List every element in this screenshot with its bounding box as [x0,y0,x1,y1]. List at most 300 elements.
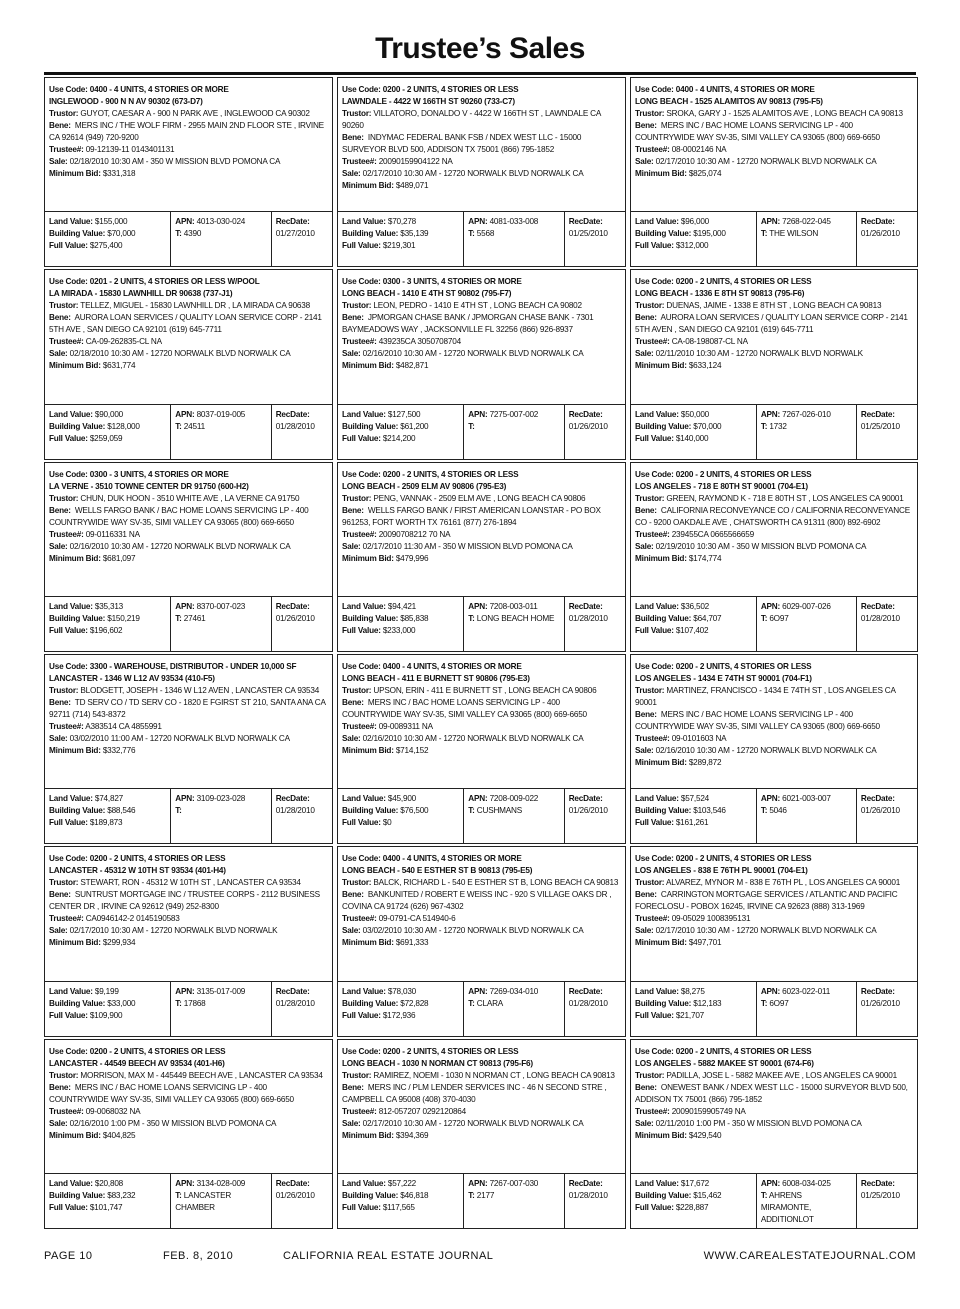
bene-label: Bene: [49,505,71,515]
recdate-label: RecDate: [275,986,310,996]
use-code: Use Code: 0200 - 2 UNITS, 4 STORIES OR LESS [342,469,519,479]
sale-line [635,745,913,757]
trustee-line [342,529,621,541]
land-label: Land Value: [49,986,93,996]
sale-label: Sale: [49,733,68,743]
land-label: Land Value: [49,1178,93,1188]
recdate-label: RecDate: [860,794,895,804]
trustee-label: Trustee#: [635,529,670,539]
apn-label: APN: [468,409,488,419]
building-value: $64,707 [693,613,722,623]
min-bid-value: $174,774 [688,553,722,563]
apn-value: 7208-009-022 [489,794,539,804]
sale-label: Sale: [635,349,654,359]
recdate-value: 01/28/2010 [275,421,315,431]
recdate-label: RecDate: [568,601,603,611]
land-label: Land Value: [635,409,679,419]
property-address: LONG BEACH - 1336 E 8TH ST 90813 (795-F6) [635,289,805,299]
trustor-label: Trustor: [49,878,79,888]
trustee-value: 09-12139-11 0143401131 [85,145,175,154]
apn-label: APN: [175,986,195,996]
recdate-column [565,789,625,843]
property-address: LA MIRADA - 15830 LAWNHILL DR 90638 (737-J1) [49,289,233,299]
t-value: 24511 [183,421,205,431]
min-bid-value: $289,872 [688,757,722,767]
trustor-label: Trustor: [342,685,372,695]
values-column [338,982,464,1036]
values-column [631,789,757,843]
trustor-value: LEON, PEDRO - 1410 E 4TH ST , LONG BEACH CA 90802 [373,301,582,311]
apn-label: APN: [175,1178,195,1188]
bene-value: MERS INC / BAC HOME LOANS SERVICING LP - 400 COUNTRYWIDE WAY SV-35, SIMI VALLEY CA 93065 (800) 669-6650 [342,697,587,719]
full-label: Full Value: [49,1010,88,1020]
trustor-label: Trustor: [342,109,372,118]
min-bid-label: Minimum Bid: [49,553,101,563]
bene-value: JPMORGAN CHASE BANK / JPMORGAN CHASE BANK - 7301 BAYMEADOWS WAY , JACKSONVILLE FL 32256 (866) 926-8937 [342,313,594,335]
listing-card [44,269,333,459]
trustee-label: Trustee#: [49,529,84,539]
trustee-value: 09-0089311 NA [378,721,433,731]
listing-details [635,1046,913,1142]
listing-values [338,981,625,1036]
t-label: T: [468,613,475,623]
sale-line [49,348,328,360]
building-label: Building Value: [49,229,106,239]
apn-value: 4081-033-008 [489,217,539,227]
listing-details [635,853,913,949]
recdate-column [272,405,332,459]
trustee-line [49,721,328,733]
values-column [631,597,757,651]
apn-value: 7275-007-002 [489,409,539,419]
trustee-line [342,1106,621,1118]
sale-value: 03/02/2010 11:00 AM - 12720 NORWALK BLVD NORWALK CA [69,733,290,743]
t-label: T: [760,998,768,1008]
trustee-label: Trustee#: [342,914,377,924]
listing-details [49,84,328,180]
trustor-label: Trustor: [49,493,79,503]
building-label: Building Value: [49,806,106,816]
trustor-value: STEWART, RON - 45312 W 10TH ST , LANCASTER CA 93534 [80,878,301,888]
trustor-value: GREEN, RAYMOND K - 718 E 80TH ST , LOS ANGELES CA 90001 [666,493,904,503]
full-value: $161,261 [675,818,709,828]
values-column [631,1174,757,1228]
full-value: $140,000 [675,433,709,443]
recdate-value: 01/28/2010 [568,998,608,1008]
listing-card [630,654,918,844]
min-bid-label: Minimum Bid: [635,757,687,767]
trustee-label: Trustee#: [49,914,84,924]
apn-label: APN: [760,794,781,804]
trustor-value: ALVAREZ, MYNOR M - 838 E 76TH PL , LOS ANGELES CA 90001 [665,878,901,888]
t-value: 5568 [476,229,495,239]
min-bid-line [342,360,621,372]
recdate-column [565,982,625,1036]
sale-line [342,925,621,937]
sale-label: Sale: [342,169,361,178]
full-label: Full Value: [342,433,381,443]
bene-label: Bene: [342,697,364,707]
listing-card [630,846,918,1036]
apn-label: APN: [175,217,195,227]
building-value: $46,818 [400,1190,429,1200]
land-label: Land Value: [342,601,386,611]
trustee-label: Trustee#: [49,337,84,347]
listing-details [635,84,913,180]
values-column [631,212,757,266]
bene-value: MERS INC / BAC HOME LOANS SERVICING LP - 400 COUNTRYWIDE WAY SV-35, SIMI VALLEY CA 93065 (800) 669-6650 [635,709,880,731]
building-label: Building Value: [342,229,399,239]
bene-line [635,120,913,144]
property-address: LANCASTER - 45312 W 10TH ST 93534 (401-H4) [49,866,226,876]
sale-label: Sale: [635,745,654,755]
trustor-line [342,108,621,132]
listing-card [337,1039,626,1229]
min-bid-line [49,1130,328,1142]
bene-line [49,505,328,529]
use-code: Use Code: 0200 - 2 UNITS, 4 STORIES OR LESS [635,277,812,287]
building-value: $61,200 [400,421,429,431]
trustor-value: PENG, VANNAK - 2509 ELM AVE , LONG BEACH CA 90806 [373,493,586,503]
min-bid-value: $479,996 [395,553,429,563]
recdate-label: RecDate: [568,409,603,419]
footer-date: FEB. 8, 2010 [163,1250,234,1262]
footer-page-number: PAGE 10 [44,1250,93,1262]
building-value: $15,462 [693,1190,722,1200]
building-label: Building Value: [342,421,399,431]
bene-label: Bene: [342,133,364,142]
apn-value: 8370-007-023 [196,601,246,611]
sale-line [635,925,913,937]
full-value: $214,200 [382,433,416,443]
bene-line [342,132,621,156]
property-address: LAWNDALE - 4422 W 166TH ST 90260 (733-C7) [342,97,515,106]
land-label: Land Value: [49,409,93,419]
recdate-column [857,597,917,651]
recdate-label: RecDate: [860,601,895,611]
trustor-label: Trustor: [635,685,665,695]
t-label: T: [468,806,475,816]
bene-label: Bene: [635,709,657,719]
t-label: T: [175,806,182,816]
listing-values [631,981,917,1036]
min-bid-label: Minimum Bid: [342,1130,394,1140]
sale-label: Sale: [342,926,361,936]
t-label: T: [175,229,182,239]
full-label: Full Value: [342,625,381,635]
land-label: Land Value: [342,217,386,227]
land-value: $20,808 [94,1178,124,1188]
building-value: $128,000 [107,421,140,431]
t-value: 6O97 [769,998,789,1008]
full-value: $233,000 [382,625,416,635]
land-label: Land Value: [342,986,386,996]
trustor-line [342,493,621,505]
bene-value: CALIFORNIA RECONVEYANCE CO / CALIFORNIA RECONVEYANCE CO - 9200 OAKDALE AVE , CHATSWORTH CA 91311 (800) 892-6902 [635,505,910,527]
bene-line [635,312,913,336]
sale-line [342,168,621,180]
recdate-label: RecDate: [275,217,310,227]
bene-value: MERS INC / BAC HOME LOANS SERVICING LP - 400 COUNTRYWIDE WAY SV-35, SIMI VALLEY CA 93065 (800) 669-6650 [635,121,880,142]
land-label: Land Value: [49,601,93,611]
apn-column [171,405,271,459]
min-bid-value: $681,097 [102,553,136,563]
trustee-label: Trustee#: [635,914,670,924]
trustor-label: Trustor: [635,1070,665,1080]
sale-value: 02/17/2010 10:30 AM - 12720 NORWALK BLVD NORWALK CA [362,1118,584,1128]
min-bid-line [342,1130,621,1142]
building-label: Building Value: [635,1190,692,1200]
sale-label: Sale: [49,1118,68,1128]
full-value: $0 [382,818,392,828]
listing-card [44,77,333,267]
sale-value: 02/19/2010 10:30 AM - 350 W MISSION BLVD POMONA CA [655,541,867,551]
recdate-value: 01/28/2010 [568,613,608,623]
bene-line [49,1082,328,1106]
sale-line [49,156,328,168]
min-bid-label: Minimum Bid: [49,745,101,755]
recdate-column [272,982,332,1036]
listing-details [342,661,621,757]
apn-value: 6021-003-007 [782,794,831,804]
trustee-value: CA0946142-2 0145190583 [85,914,180,924]
land-value: $90,000 [94,409,124,419]
trustor-label: Trustor: [635,493,665,503]
full-value: $107,402 [675,625,709,635]
footer-url: WWW.CAREALESTATEJOURNAL.COM [703,1250,916,1262]
apn-value: 7269-034-010 [489,986,539,996]
trustee-label: Trustee#: [342,529,377,539]
full-value: $312,000 [675,241,709,251]
min-bid-value: $299,934 [102,938,136,948]
trustee-value: 09-0101603 NA [671,733,727,743]
listing-card [44,462,333,652]
apn-label: APN: [468,217,488,227]
property-address: LONG BEACH - 2509 ELM AV 90806 (795-E3) [342,481,507,491]
trustor-line [342,1070,621,1082]
full-label: Full Value: [49,241,88,251]
t-label: T: [175,998,182,1008]
values-column [45,982,171,1036]
listing-card [337,269,626,459]
land-label: Land Value: [635,1178,679,1188]
bene-label: Bene: [342,313,364,323]
min-bid-value: $332,776 [102,745,136,755]
listing-card [44,846,333,1036]
trustee-value: 09-0791-CA 514940-6 [378,914,456,924]
t-value: 27461 [183,613,206,623]
land-label: Land Value: [49,794,93,804]
full-label: Full Value: [49,625,88,635]
listing-card [630,269,918,459]
building-label: Building Value: [49,998,106,1008]
apn-column [757,405,857,459]
sale-line [635,1118,913,1130]
use-code: Use Code: 0400 - 4 UNITS, 4 STORIES OR MORE [342,854,522,864]
listing-values [631,596,917,651]
use-code: Use Code: 0200 - 2 UNITS, 4 STORIES OR LESS [635,661,812,671]
bene-line [635,889,913,913]
listing-values [45,211,332,266]
recdate-column [857,982,917,1036]
t-value: 1732 [769,421,787,431]
sale-line [635,541,913,553]
full-value: $219,301 [382,241,416,251]
land-value: $70,278 [387,217,417,227]
t-value: AHRENS MIRAMONTE, ADDITIONLOT [760,1190,814,1224]
apn-value: 7267-026-010 [782,409,831,419]
trustee-label: Trustee#: [342,721,377,731]
trustor-value: RAMIREZ, NOEMI - 1030 N NORMAN CT , LONG BEACH CA 90813 [373,1070,615,1080]
recdate-label: RecDate: [860,1178,895,1188]
bene-value: AURORA LOAN SERVICES / QUALITY LOAN SERVICE CORP - 2141 5TH AVEN , SAN DIEGO CA 92101 (619) 645-7711 [635,313,908,335]
trustor-line [635,493,913,505]
land-value: $57,222 [387,1178,417,1188]
apn-value: 7268-022-045 [782,217,831,227]
land-label: Land Value: [635,601,679,611]
trustee-value: CA-09-262835-CL NA [85,337,162,347]
t-value: 2177 [476,1190,495,1200]
bene-value: BANKUNITED / ROBERT E WEISS INC - 920 S VILLAGE OAKS DR , COVINA CA 91724 (626) 967-4302 [342,890,612,912]
sale-value: 02/16/2010 10:30 AM - 12720 NORWALK BLVD NORWALK CA [69,541,291,551]
apn-column [464,1174,564,1228]
sale-label: Sale: [342,1118,361,1128]
building-value: $35,139 [400,229,429,239]
building-value: $150,219 [107,613,140,623]
sale-value: 02/17/2010 10:30 AM - 12720 NORWALK BLVD NORWALK CA [655,926,877,936]
use-code: Use Code: 0300 - 3 UNITS, 4 STORIES OR MORE [49,469,229,479]
t-label: T: [175,613,182,623]
bene-label: Bene: [635,505,657,515]
sale-label: Sale: [635,1118,654,1128]
min-bid-value: $331,318 [102,169,136,178]
sale-line [49,925,328,937]
recdate-value: 01/25/2010 [568,229,608,239]
recdate-value: 01/28/2010 [275,806,315,816]
trustee-line [342,156,621,168]
sale-value: 02/16/2010 10:30 AM - 12720 NORWALK BLVD NORWALK CA [362,349,584,359]
trustee-value: 20090708212 70 NA [378,529,451,539]
property-address: LONG BEACH - 540 E ESTHER ST B 90813 (795-E5) [342,866,533,876]
bene-label: Bene: [635,313,657,323]
bene-label: Bene: [49,697,71,707]
min-bid-value: $631,774 [102,361,136,371]
property-address: LONG BEACH - 1410 E 4TH ST 90802 (795-F7) [342,289,512,299]
trustor-line [49,877,328,889]
land-label: Land Value: [635,794,679,804]
min-bid-line [635,1130,913,1142]
trustee-line [635,529,913,541]
trustor-label: Trustor: [342,1070,372,1080]
sale-value: 02/16/2010 10:30 AM - 12720 NORWALK BLVD NORWALK CA [362,733,584,743]
trustor-value: BLODGETT, JOSEPH - 1346 W L12 AVEN , LANCASTER CA 93534 [80,685,320,695]
land-value: $8,275 [680,986,705,996]
building-value: $70,000 [693,421,722,431]
trustor-line [49,685,328,697]
recdate-value: 01/25/2010 [860,1190,900,1200]
land-value: $155,000 [94,217,128,227]
property-address: LONG BEACH - 1030 N NORMAN CT 90813 (795-F6) [342,1058,533,1068]
trustee-line [49,913,328,925]
land-value: $94,421 [387,601,417,611]
recdate-column [565,405,625,459]
apn-column [464,982,564,1036]
trustor-value: MARTINEZ, FRANCISCO - 1434 E 74TH ST , LOS ANGELES CA 90001 [635,685,896,707]
bene-label: Bene: [635,890,657,900]
sale-label: Sale: [342,541,361,551]
sale-line [342,1118,621,1130]
land-value: $45,900 [387,794,417,804]
listing-values [338,1173,625,1228]
sale-label: Sale: [49,157,68,166]
property-address: LONG BEACH - 1525 ALAMITOS AV 90813 (795-F5) [635,97,823,106]
sale-label: Sale: [635,926,654,936]
building-value: $33,000 [107,998,136,1008]
sale-line [49,541,328,553]
trustor-value: CHUN, DUK HOON - 3510 WHITE AVE , LA VERNE CA 91750 [80,493,300,503]
land-value: $96,000 [680,217,710,227]
use-code: Use Code: 3300 - WAREHOUSE, DISTRIBUTOR - UNDER 10,000 SF [49,661,297,671]
recdate-label: RecDate: [568,217,603,227]
listing-values [45,981,332,1036]
recdate-label: RecDate: [275,409,310,419]
apn-value: 7267-007-030 [489,1178,539,1188]
recdate-value: 01/25/2010 [860,421,900,431]
land-value: $50,000 [680,409,710,419]
bene-line [49,889,328,913]
bene-line [342,312,621,336]
sale-label: Sale: [49,541,68,551]
listing-details [635,276,913,372]
apn-label: APN: [468,794,488,804]
building-label: Building Value: [342,806,399,816]
apn-value: 6029-007-026 [782,601,831,611]
trustee-label: Trustee#: [49,1106,84,1116]
trustor-line [49,493,328,505]
property-address: LOS ANGELES - 5882 MAKEE ST 90001 (674-F6) [635,1058,814,1068]
apn-column [464,789,564,843]
bene-line [49,120,328,144]
listing-values [631,1173,917,1228]
land-label: Land Value: [342,409,386,419]
min-bid-value: $394,369 [395,1130,429,1140]
sale-value: 02/17/2010 10:30 AM - 12720 NORWALK BLVD NORWALK [69,926,278,936]
trustor-line [635,108,913,120]
trustee-value: 239455CA 0665566659 [671,529,754,539]
use-code: Use Code: 0200 - 2 UNITS, 4 STORIES OR LESS [635,1046,812,1056]
trustee-value: 20090159905749 NA [671,1106,746,1116]
recdate-value: 01/26/2010 [860,998,900,1008]
min-bid-label: Minimum Bid: [49,1130,101,1140]
listing-details [49,661,328,757]
building-label: Building Value: [635,229,692,239]
sale-label: Sale: [342,733,361,743]
full-value: $101,747 [89,1202,123,1212]
recdate-column [272,1174,332,1228]
sale-value: 02/17/2010 10:30 AM - 12720 NORWALK BLVD NORWALK CA [655,157,877,166]
trustor-line [342,877,621,889]
listing-card [630,1039,918,1229]
full-value: $172,936 [382,1010,416,1020]
t-label: T: [468,229,475,239]
listing-details [342,276,621,372]
apn-column [464,212,564,266]
t-value: CLARA [476,998,504,1008]
min-bid-line [49,360,328,372]
values-column [45,789,171,843]
apn-label: APN: [468,601,488,611]
listing-details [49,1046,328,1142]
